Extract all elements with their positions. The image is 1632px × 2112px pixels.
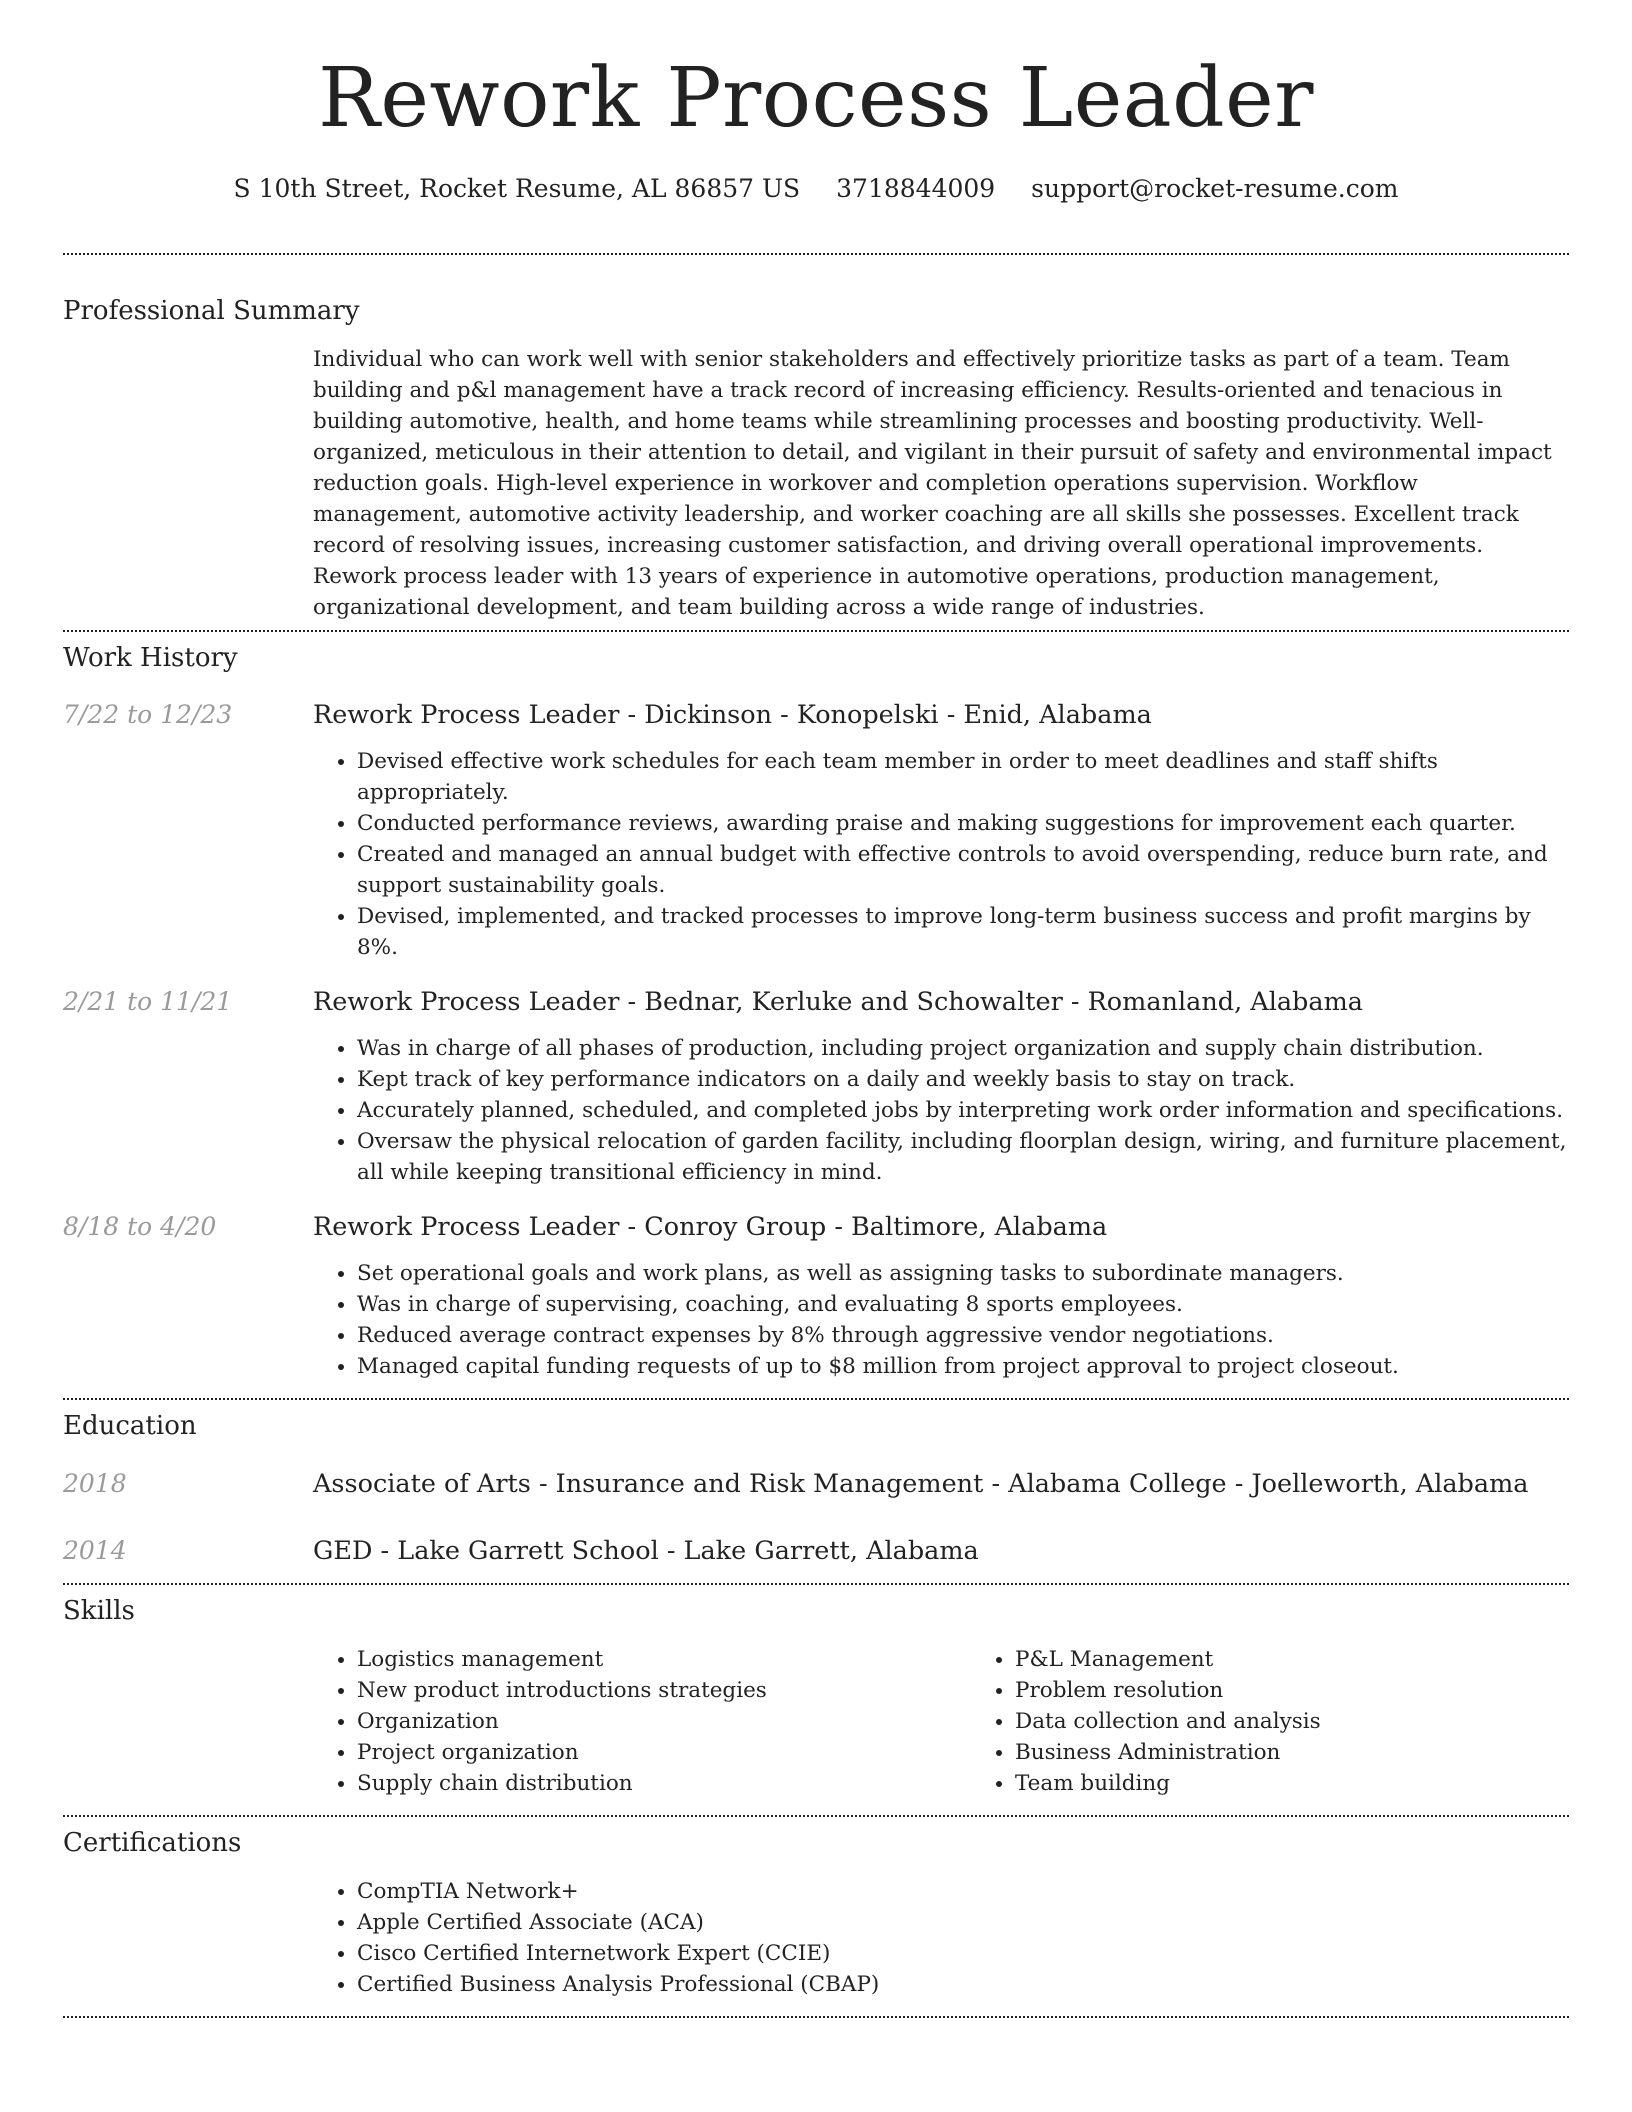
skill-item: • New product introductions strategies [357, 1675, 971, 1706]
certification-item: • Cisco Certified Internetwork Expert (CCIE) [357, 1938, 1569, 1969]
education-body [313, 1467, 1569, 1501]
skill-item: • Logistics management [357, 1644, 971, 1675]
divider [63, 253, 1569, 255]
job-bullet: • Devised effective work schedules for each team member in order to meet deadlines and staff shifts appropriately. [357, 746, 1569, 808]
job-dates: 8/18 to 4/20 [63, 1212, 217, 1241]
certifications-spacer [63, 1876, 313, 2000]
section-title-work-history: Work History [63, 643, 238, 673]
divider [63, 1815, 1569, 1817]
job-body [313, 985, 1569, 1188]
skills-spacer [63, 1644, 313, 1799]
job-heading: Rework Process Leader - Conroy Group - Baltimore, Alabama [313, 1212, 1108, 1242]
certification-item: • Apple Certified Associate (ACA) [357, 1907, 1569, 1938]
job-bullet: • Accurately planned, scheduled, and completed jobs by interpreting work order information and specifications. [357, 1095, 1569, 1126]
job-bullets [313, 1033, 1569, 1188]
resume-name: Rework Process Leader [318, 51, 1314, 146]
certifications-body [313, 1876, 1569, 2000]
certifications-list [313, 1876, 1569, 2000]
summary-body [313, 344, 1569, 623]
job-entry [63, 1210, 1569, 1382]
education-year: 2014 [63, 1536, 127, 1565]
skill-item: • Team building [1015, 1768, 1629, 1799]
job-body [313, 698, 1569, 963]
job-heading: Rework Process Leader - Dickinson - Konopelski - Enid, Alabama [313, 700, 1152, 730]
job-entry [63, 698, 1569, 963]
contact-phone: 3718844009 [836, 174, 996, 203]
job-bullet: • Set operational goals and work plans, as well as assigning tasks to subordinate managers. [357, 1258, 1569, 1289]
certification-item: • CompTIA Network+ [357, 1876, 1569, 1907]
certification-item: • Certified Business Analysis Professional (CBAP) [357, 1969, 1569, 2000]
summary-row [63, 344, 1569, 623]
skill-item: • Supply chain distribution [357, 1768, 971, 1799]
section-title-skills: Skills [63, 1596, 135, 1626]
section-title-summary: Professional Summary [63, 296, 360, 326]
job-bullet: • Kept track of key performance indicators on a daily and weekly basis to stay on track. [357, 1064, 1569, 1095]
divider [63, 1398, 1569, 1400]
job-dates: 7/22 to 12/23 [63, 700, 233, 729]
job-bullets [313, 1258, 1569, 1382]
job-body [313, 1210, 1569, 1382]
skills-list-right [971, 1644, 1629, 1799]
job-bullet: • Was in charge of supervising, coaching, and evaluating 8 sports employees. [357, 1289, 1569, 1320]
summary-text: Individual who can work well with senior stakeholders and effectively prioritize tasks as part of a team. Team building and p&l management have a track record of increasing efficiency. Results-oriented and tenacious in building automotive, health, and home teams while streamlining processes and boosting productivity. Well-organized, meticulous in their attention to detail, and vigilant in their pursuit of safety and environmental impact reduction goals. High-level experience in workover and completion operations supervision. Workflow management, automotive activity leadership, and worker coaching are all skills she possesses. Excellent track record of resolving issues, increasing customer satisfaction, and driving overall operational improvements. Rework process leader with 13 years of experience in automotive operations, production management, organizational development, and team building across a wide range of industries. [313, 347, 1552, 620]
job-bullet: • Created and managed an annual budget with effective controls to avoid overspending, reduce burn rate, and support sustainability goals. [357, 839, 1569, 901]
education-body [313, 1534, 1569, 1568]
education-heading: GED - Lake Garrett School - Lake Garrett, Alabama [313, 1536, 979, 1566]
skills-list-left [313, 1644, 971, 1799]
divider [63, 1583, 1569, 1585]
divider [63, 2016, 1569, 2018]
job-bullets [313, 746, 1569, 963]
certifications-row [63, 1876, 1569, 2000]
skill-item: • P&L Management [1015, 1644, 1629, 1675]
divider [63, 630, 1569, 632]
contact-address: S 10th Street, Rocket Resume, AL 86857 US [233, 174, 801, 203]
job-entry [63, 985, 1569, 1188]
job-bullet: • Devised, implemented, and tracked processes to improve long-term business success and profit margins by 8%. [357, 901, 1569, 963]
skill-item: • Business Administration [1015, 1737, 1629, 1768]
job-bullet: • Was in charge of all phases of production, including project organization and supply chain distribution. [357, 1033, 1569, 1064]
job-bullet: • Conducted performance reviews, awarding praise and making suggestions for improvement each quarter. [357, 808, 1569, 839]
skills-columns [313, 1644, 1629, 1799]
skills-row [63, 1644, 1569, 1799]
contact-email: support@rocket-resume.com [1031, 174, 1399, 203]
section-title-certifications: Certifications [63, 1828, 242, 1858]
section-title-education: Education [63, 1411, 197, 1441]
job-bullet: • Reduced average contract expenses by 8% through aggressive vendor negotiations. [357, 1320, 1569, 1351]
skill-item: • Problem resolution [1015, 1675, 1629, 1706]
skill-item: • Data collection and analysis [1015, 1706, 1629, 1737]
job-bullet: • Managed capital funding requests of up to $8 million from project approval to project closeout. [357, 1351, 1569, 1382]
skill-item: • Organization [357, 1706, 971, 1737]
job-dates: 2/21 to 11/21 [63, 987, 233, 1016]
education-entry [63, 1534, 1569, 1568]
education-entry [63, 1467, 1569, 1501]
skill-item: • Project organization [357, 1737, 971, 1768]
contact-line [63, 172, 1569, 206]
education-year: 2018 [63, 1469, 127, 1498]
job-bullet: • Oversaw the physical relocation of garden facility, including floorplan design, wiring, and furniture placement, all while keeping transitional efficiency in mind. [357, 1126, 1569, 1188]
job-heading: Rework Process Leader - Bednar, Kerluke and Schowalter - Romanland, Alabama [313, 987, 1363, 1017]
education-heading: Associate of Arts - Insurance and Risk Management - Alabama College - Joelleworth, Alabama [313, 1469, 1529, 1499]
summary-spacer [63, 344, 313, 623]
